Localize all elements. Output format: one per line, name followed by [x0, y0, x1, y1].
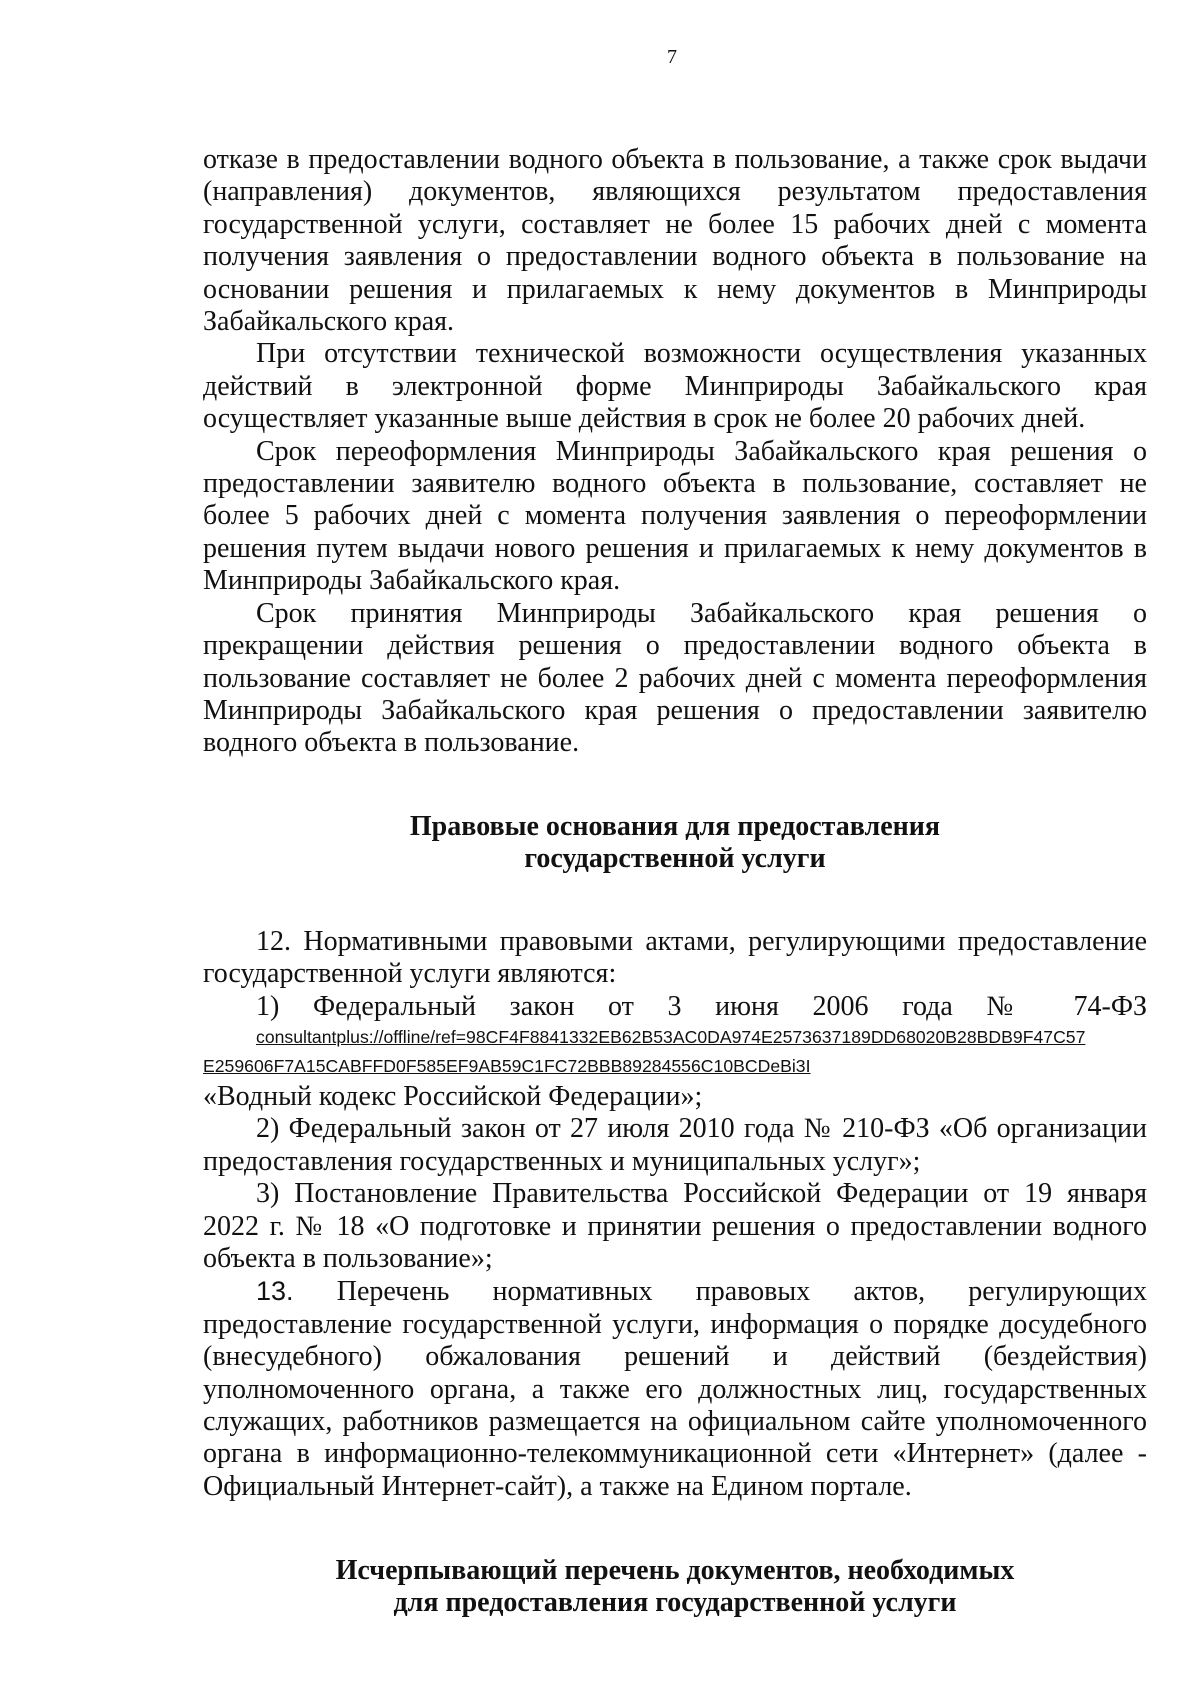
heading-line: Исчерпывающий перечень документов, необходимых — [335, 1555, 1015, 1587]
item-2-federal-law-210: 2) Федеральный закон от 27 июля 2010 года № 210-ФЗ «Об организации предоставления государственных и муниципальных услуг»; — [203, 1113, 1147, 1177]
item-3-government-decree: 3) Постановление Правительства Российской Федерации от 19 января 2022 г. № 18 «О подготовке и принятии решения о предоставлении водного объекта в пользование»; — [203, 1178, 1147, 1274]
page-number: 7 — [667, 46, 677, 68]
document-body — [203, 144, 1147, 1619]
paragraph-reissue-deadline: Срок переоформления Минприроды Забайкальского края решения о предоставлении заявителю водного объекта в пользование, составляет не более 5 рабочих дней с момента получения заявления о переоформлении решения путем выдачи нового решения и прилагаемых к нему документов в Минприроды Забайкальского края. — [203, 435, 1147, 597]
heading-line: Правовые основания для предоставления — [409, 810, 941, 842]
paragraph-deadline-issue: отказе в предоставлении водного объекта в пользование, а также срок выдачи (направления) документов, являющихся результатом предоставления государственной услуги, составляет не более 15 рабочих дней с момента получения заявления о предоставлении водного объекта в пользование на основании решения и прилагаемых к нему документов в Минприроды Забайкальского края. — [203, 144, 1147, 338]
section-heading-legal-basis — [203, 811, 1147, 875]
item-1-suffix: «Водный кодекс Российской Федерации»; — [203, 1080, 703, 1112]
item-12: 12. Нормативными правовыми актами, регулирующими предоставление государственной услуги являются: — [203, 925, 1147, 990]
paragraph-no-technical-possibility: При отсутствии технической возможности осуществления указанных действий в электронной форме Минприроды Забайкальского края осуществляет указанные выше действия в срок не более 20 рабочих дней. — [203, 338, 1147, 435]
heading-line: для предоставления государственной услуги — [393, 1587, 957, 1619]
paragraph-termination-deadline: Срок принятия Минприроды Забайкальского края решения о прекращении действия решения о предоставлении водного объекта в пользование составляет не более 2 рабочих дней с момента переоформления Минприроды Забайкальского края решения о предоставлении заявителю водного объекта в пользование. — [203, 597, 1147, 759]
item-1-prefix: 1) Федеральный закон от 3 июня 2006 года № 74-ФЗ — [256, 990, 1147, 1022]
item-13 — [203, 1275, 1147, 1503]
item-13-text: Перечень нормативных правовых актов, регулирующих предоставление государственной услуги, информация о порядке досудебного (внесудебного) обжалования решений и действий (бездействия) уполномоченного органа, а также его должностных лиц, государственных служащих, работников размещается на официальном сайте уполномоченного органа в информационно-телекоммуникационной сети «Интернет» (далее - Официальный Интернет-сайт), а также на Едином портале. — [203, 1276, 1147, 1502]
link-line[interactable]: E259606F7A15CABFFD0F585EF9AB59C1FC72BBB89284556C10BCDeBi3I — [203, 1055, 811, 1076]
item-13-number: 13. — [256, 1276, 294, 1307]
section-heading-documents — [203, 1555, 1147, 1619]
link-line[interactable]: consultantplus://offline/ref=98CF4F8841332EB62B53AC0DA974E2573637189DD68020B28BDB9F47C57 — [256, 1026, 1086, 1047]
consultantplus-link[interactable] — [203, 1023, 1147, 1081]
heading-line: государственной услуги — [524, 842, 826, 874]
item-1-water-code — [203, 991, 1147, 1114]
